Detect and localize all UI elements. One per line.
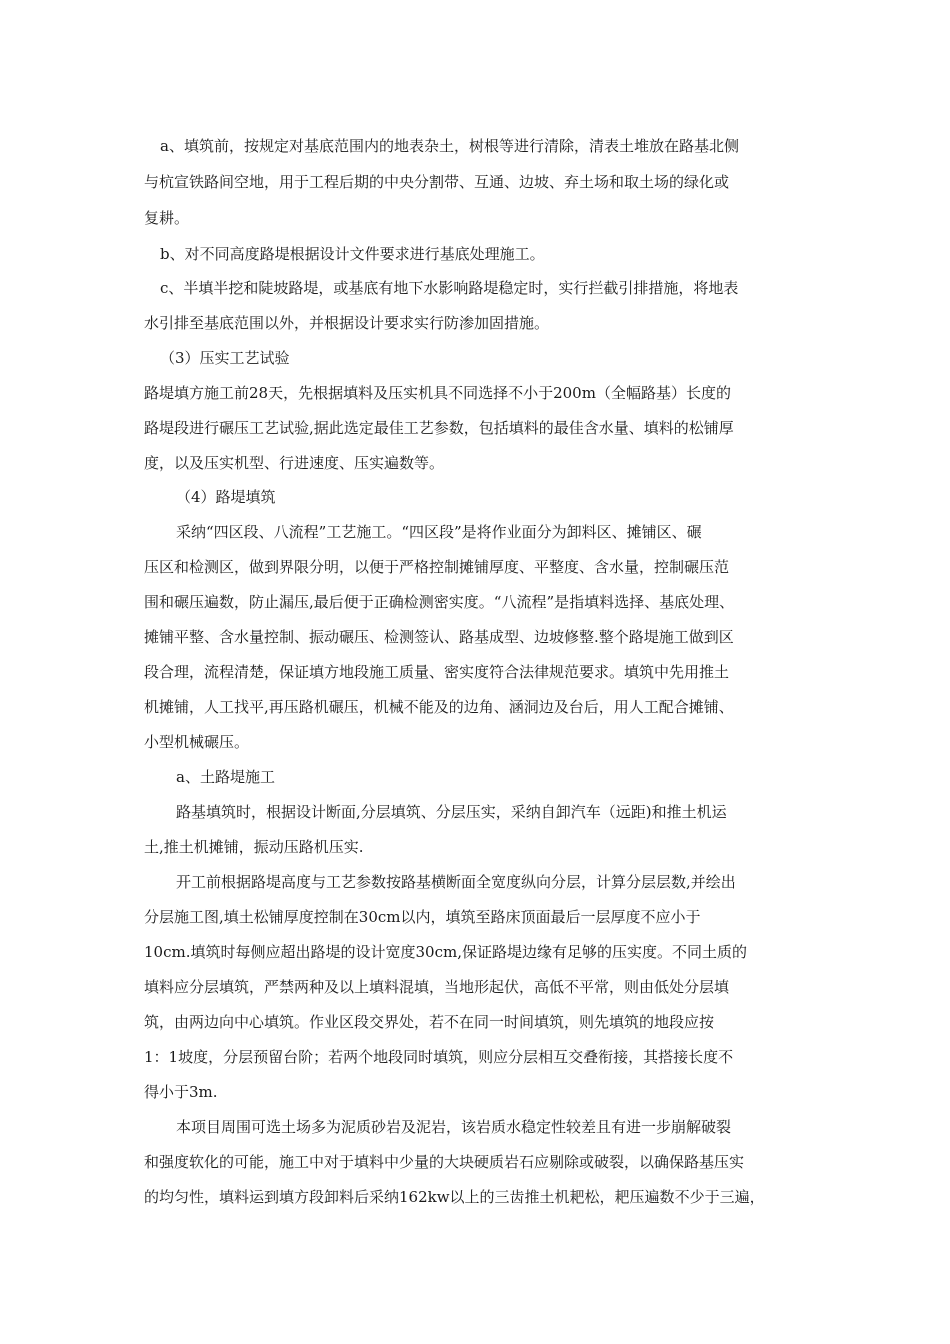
text-line: 1：1坡度，分层预留台阶；若两个地段同时填筑，则应分层相互交叠衔接，其搭接长度不 <box>144 1048 734 1066</box>
text-line: 复耕。 <box>144 209 190 227</box>
text-line: 围和碾压遍数，防止漏压,最后便于正确检测密实度。“八流程”是指填料选择、基底处理、 <box>144 593 735 611</box>
text-line: 路基填筑时，根据设计断面,分层填筑、分层压实，采纳自卸汽车（远距)和推土机运 <box>176 803 727 821</box>
text-line: 10cm.填筑时每侧应超出路堤的设计宽度30cm,保证路堤边缘有足够的压实度。不同土质的 <box>144 943 747 961</box>
section-heading: （3）压实工艺试验 <box>160 349 290 367</box>
text-line: 路堤填方施工前28天，先根据填料及压实机具不同选择不小于200m（全幅路基）长度的 <box>144 384 731 402</box>
text-line: 分层施工图,填土松铺厚度控制在30cm以内，填筑至路床顶面最后一层厚度不应小于 <box>144 908 701 926</box>
text-line: 水引排至基底范围以外，并根据设计要求实行防渗加固措施。 <box>144 314 550 332</box>
text-line: 得小于3m. <box>144 1083 218 1101</box>
text-line: 筑，由两边向中心填筑。作业区段交界处，若不在同一时间填筑，则先填筑的地段应按 <box>144 1013 715 1031</box>
text-line: 摊铺平整、含水量控制、振动碾压、检测签认、路基成型、边坡修整.整个路堤施工做到区 <box>144 628 734 646</box>
text-line: b、对不同高度路堤根据设计文件要求进行基底处理施工。 <box>160 245 545 263</box>
text-line: 机摊铺，人工找平,再压路机碾压，机械不能及的边角、涵洞边及台后，用人工配合摊铺、 <box>144 698 734 716</box>
text-line: 度，以及压实机型、行进速度、压实遍数等。 <box>144 454 445 472</box>
text-line: 和强度软化的可能，施工中对于填料中少量的大块硬质岩石应剔除或破裂，以确保路基压实 <box>144 1153 745 1171</box>
text-line: 段合理，流程清楚，保证填方地段施工质量、密实度符合法律规范要求。填筑中先用推土 <box>144 663 730 681</box>
text-line: 采纳“四区段、八流程”工艺施工。“四区段”是将作业面分为卸料区、摊铺区、碾 <box>176 523 702 541</box>
text-line: 填料应分层填筑，严禁两种及以上填料混填，当地形起伏，高低不平常，则由低处分层填 <box>144 978 730 996</box>
text-line: 土,推土机摊铺，振动压路机压实. <box>144 838 364 856</box>
text-line: 压区和检测区，做到界限分明，以便于严格控制摊铺厚度、平整度、含水量，控制碾压范 <box>144 558 730 576</box>
text-line: 小型机械碾压。 <box>144 733 250 751</box>
text-line: c、半填半挖和陡坡路堤，或基底有地下水影响路堤稳定时，实行拦截引排措施，将地表 <box>160 279 739 297</box>
text-line: 路堤段进行碾压工艺试验,据此选定最佳工艺参数，包括填料的最佳含水量、填料的松铺厚 <box>144 419 734 437</box>
section-heading: a、土路堤施工 <box>176 768 275 786</box>
text-line: 的均匀性，填料运到填方段卸料后采纳162kw以上的三齿推土机耙松，耙压遍数不少于三遍， <box>144 1188 765 1206</box>
text-line: 开工前根据路堤高度与工艺参数按路基横断面全宽度纵向分层，计算分层层数,并绘出 <box>176 873 736 891</box>
section-heading: （4）路堤填筑 <box>176 488 276 506</box>
text-line: a、填筑前，按规定对基底范围内的地表杂土，树根等进行清除，清表土堆放在路基北侧 <box>160 137 739 155</box>
text-line: 与杭宣铁路间空地，用于工程后期的中央分割带、互通、边坡、弃土场和取土场的绿化或 <box>144 173 730 191</box>
text-line: 本项目周围可选土场多为泥质砂岩及泥岩，该岩质水稳定性较差且有进一步崩解破裂 <box>176 1118 732 1136</box>
